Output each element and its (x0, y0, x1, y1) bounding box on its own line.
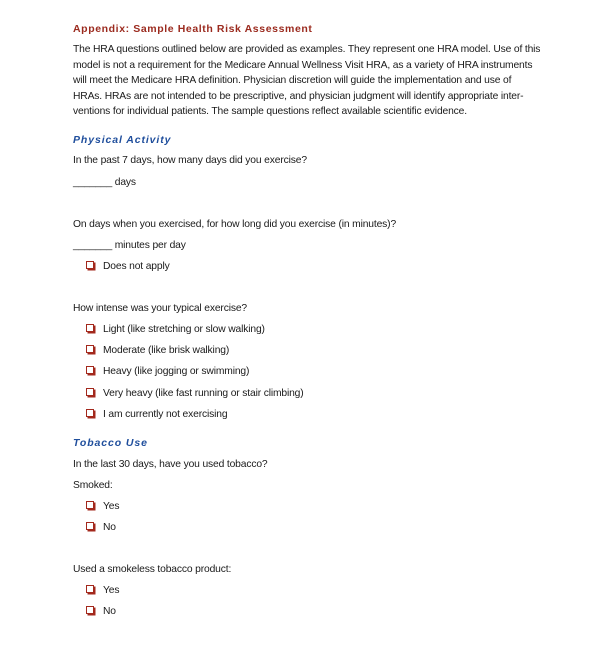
checkbox-icon[interactable] (86, 366, 94, 374)
option-label: I am currently not exercising (103, 409, 228, 420)
checkbox-icon[interactable] (86, 324, 94, 332)
option-label: Does not apply (103, 261, 170, 272)
checkbox-option[interactable] (86, 583, 119, 599)
checkbox-option[interactable] (86, 604, 116, 620)
checkbox-option[interactable] (86, 386, 304, 402)
checkbox-option[interactable] (86, 259, 170, 275)
option-label: Light (like stretching or slow walking) (103, 324, 265, 335)
checkbox-icon[interactable] (86, 606, 94, 614)
page-title: Appendix: Sample Health Risk Assessment (73, 23, 313, 35)
checkbox-option[interactable] (86, 520, 116, 536)
intro-line: HRAs. HRAs are not intended to be prescriptive, and physician judgment will identify appropriate inter- (73, 91, 524, 102)
checkbox-icon[interactable] (86, 261, 94, 269)
checkbox-option[interactable] (86, 499, 119, 515)
sub-question: Used a smokeless tobacco product: (73, 564, 232, 575)
checkbox-icon[interactable] (86, 585, 94, 593)
checkbox-option[interactable] (86, 343, 229, 359)
option-label: Very heavy (like fast running or stair climbing) (103, 388, 304, 399)
option-label: Moderate (like brisk walking) (103, 345, 230, 356)
checkbox-option[interactable] (86, 322, 265, 338)
minutes-answer-field[interactable]: _______ minutes per day (73, 240, 186, 251)
checkbox-option[interactable] (86, 407, 227, 423)
checkbox-icon[interactable] (86, 501, 94, 509)
option-label: Yes (103, 501, 120, 512)
question: In the past 7 days, how many days did you exercise? (73, 155, 307, 166)
intro-line: will meet the Medicare HRA definition. Physician discretion will guide the implementation and use of (73, 75, 512, 86)
question: How intense was your typical exercise? (73, 303, 248, 314)
checkbox-icon[interactable] (86, 522, 94, 530)
option-label: Yes (103, 585, 120, 596)
days-answer-field[interactable]: _______ days (73, 177, 136, 188)
intro-line: The HRA questions outlined below are provided as examples. They represent one HRA model. Use of this (73, 44, 541, 55)
section-heading-tobacco-use: Tobacco Use (73, 437, 148, 449)
checkbox-option[interactable] (86, 364, 249, 380)
checkbox-icon[interactable] (86, 345, 94, 353)
checkbox-icon[interactable] (86, 388, 94, 396)
question: On days when you exercised, for how long did you exercise (in minutes)? (73, 219, 397, 230)
sub-question: Smoked: (73, 480, 113, 491)
intro-line: model is not a requirement for the Medicare Annual Wellness Visit HRA, as a variety of HRA instruments (73, 60, 533, 71)
option-label: No (103, 606, 116, 617)
option-label: No (103, 522, 116, 533)
intro-line: ventions for individual patients. The sample questions reflect available scientific evidence. (73, 106, 467, 117)
option-label: Heavy (like jogging or swimming) (103, 366, 250, 377)
question: In the last 30 days, have you used tobacco? (73, 459, 268, 470)
checkbox-icon[interactable] (86, 409, 94, 417)
section-heading-physical-activity: Physical Activity (73, 134, 172, 146)
